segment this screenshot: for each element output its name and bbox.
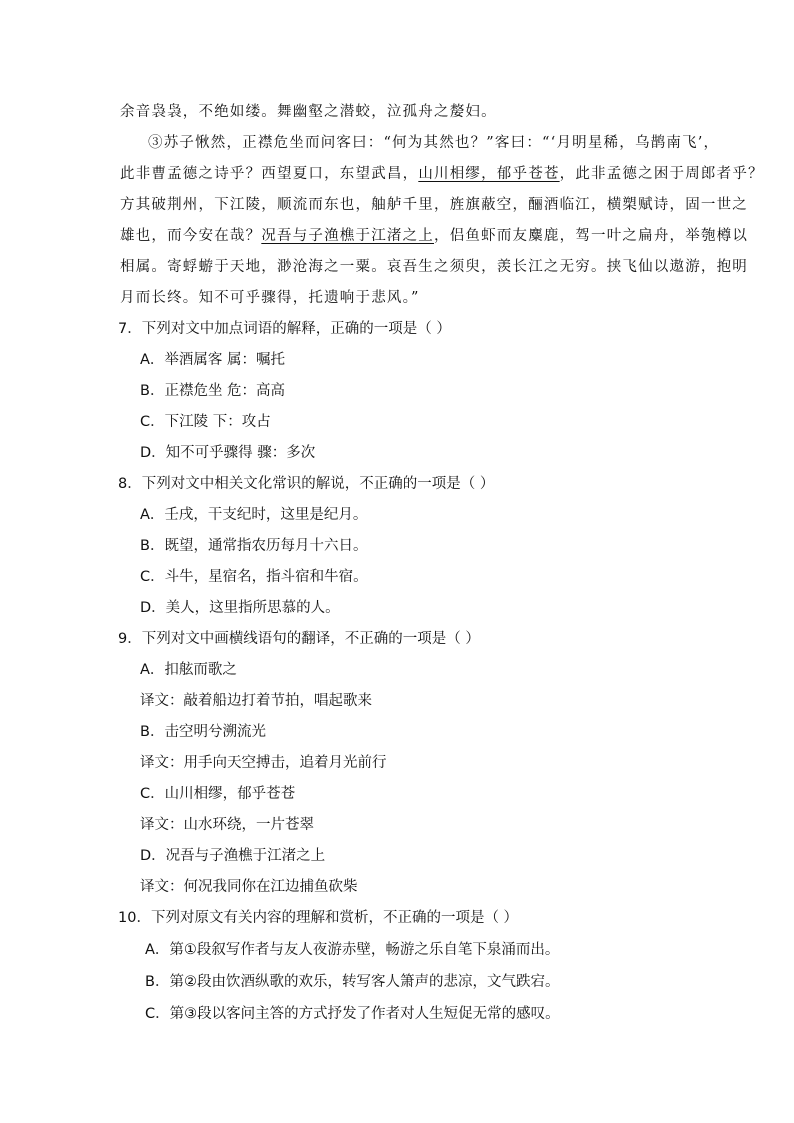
question-9-stem: 9．下列对文中画横线语句的翻译，不正确的一项是（ ） <box>118 631 480 647</box>
passage-line-6: 相属。寄蜉蝣于天地，渺沧海之一粟。哀吾生之须臾，羡长江之无穷。挟飞仙以遨游，抱明 <box>120 259 748 275</box>
question-10-option-a: A．第①段叙写作者与友人夜游赤壁，畅游之乐自笔下泉涌而出。 <box>145 942 560 958</box>
question-10-stem: 10．下列对原文有关内容的理解和赏析，不正确的一项是（ ） <box>118 910 519 926</box>
passage-line-7: 月而长终。知不可乎骤得，托遗响于悲风。” <box>120 290 420 306</box>
passage-line-5 <box>120 226 748 246</box>
passage-line-3-part-a: 此非曹孟德之诗乎？西望夏口，东望武昌， <box>120 166 419 182</box>
question-8-option-d: D．美人，这里指所思慕的人。 <box>140 600 340 616</box>
passage-line-2: ③苏子愀然，正襟危坐而问客曰：“何为其然也？”客曰：“‘月明星稀，乌鹊南飞’， <box>148 135 720 151</box>
question-7-option-b: B．正襟危坐 危：高高 <box>140 383 286 399</box>
question-8-stem: 8．下列对文中相关文化常识的解说，不正确的一项是（ ） <box>118 476 495 492</box>
question-7-option-c: C．下江陵 下：攻占 <box>140 414 271 430</box>
question-9-option-c: C．山川相缪，郁乎苍苍 <box>140 786 296 802</box>
passage-line-4: 方其破荆州，下江陵，顺流而东也，舳舻千里，旌旗蔽空，酾酒临江，横槊赋诗，固一世之 <box>120 197 748 213</box>
question-9-option-d-translation: 译文：何况我同你在江边捕鱼砍柴 <box>140 879 358 895</box>
underlined-sentence-2: 况吾与子渔樵于江渚之上 <box>261 228 435 244</box>
question-9-option-a: A．扣舷而歌之 <box>140 662 237 678</box>
question-7-stem: 7．下列对文中加点词语的解释，正确的一项是（ ） <box>118 321 451 337</box>
passage-line-3-part-b: ，此非孟德之困于周郎者乎？ <box>559 166 764 182</box>
question-9-option-d: D．况吾与子渔樵于江渚之上 <box>140 848 326 864</box>
question-7-option-a: A．举酒属客 属：嘱托 <box>140 352 286 368</box>
passage-line-3 <box>120 164 764 184</box>
passage-line-1: 余音袅袅，不绝如缕。舞幽壑之潜蛟，泣孤舟之嫠妇。 <box>120 104 497 120</box>
question-9-option-c-translation: 译文：山水环绕，一片苍翠 <box>140 817 314 833</box>
question-10-option-b: B．第②段由饮酒纵歌的欢乐，转写客人箫声的悲凉，文气跌宕。 <box>145 974 560 990</box>
question-10-option-c: C．第③段以客问主答的方式抒发了作者对人生短促无常的感叹。 <box>145 1006 560 1022</box>
question-8-option-b: B．既望，通常指农历每月十六日。 <box>140 538 368 554</box>
question-8-option-a: A．壬戌，干支纪时，这里是纪月。 <box>140 507 368 523</box>
question-9-option-a-translation: 译文：敲着船边打着节拍，唱起歌来 <box>140 693 372 709</box>
question-8-option-c: C．斗牛，星宿名，指斗宿和牛宿。 <box>140 569 368 585</box>
underlined-sentence-1: 山川相缪，郁乎苍苍 <box>418 166 560 182</box>
question-9-option-b: B．击空明兮溯流光 <box>140 724 266 740</box>
question-9-option-b-translation: 译文：用手向天空搏击，追着月光前行 <box>140 755 387 771</box>
passage-line-5-part-a: 雄也，而今安在哉？ <box>120 228 262 244</box>
question-7-option-d: D．知不可乎骤得 骤：多次 <box>140 445 316 461</box>
passage-line-5-part-b: ，侣鱼虾而友麋鹿，驾一叶之扁舟，举匏樽以 <box>434 228 749 244</box>
